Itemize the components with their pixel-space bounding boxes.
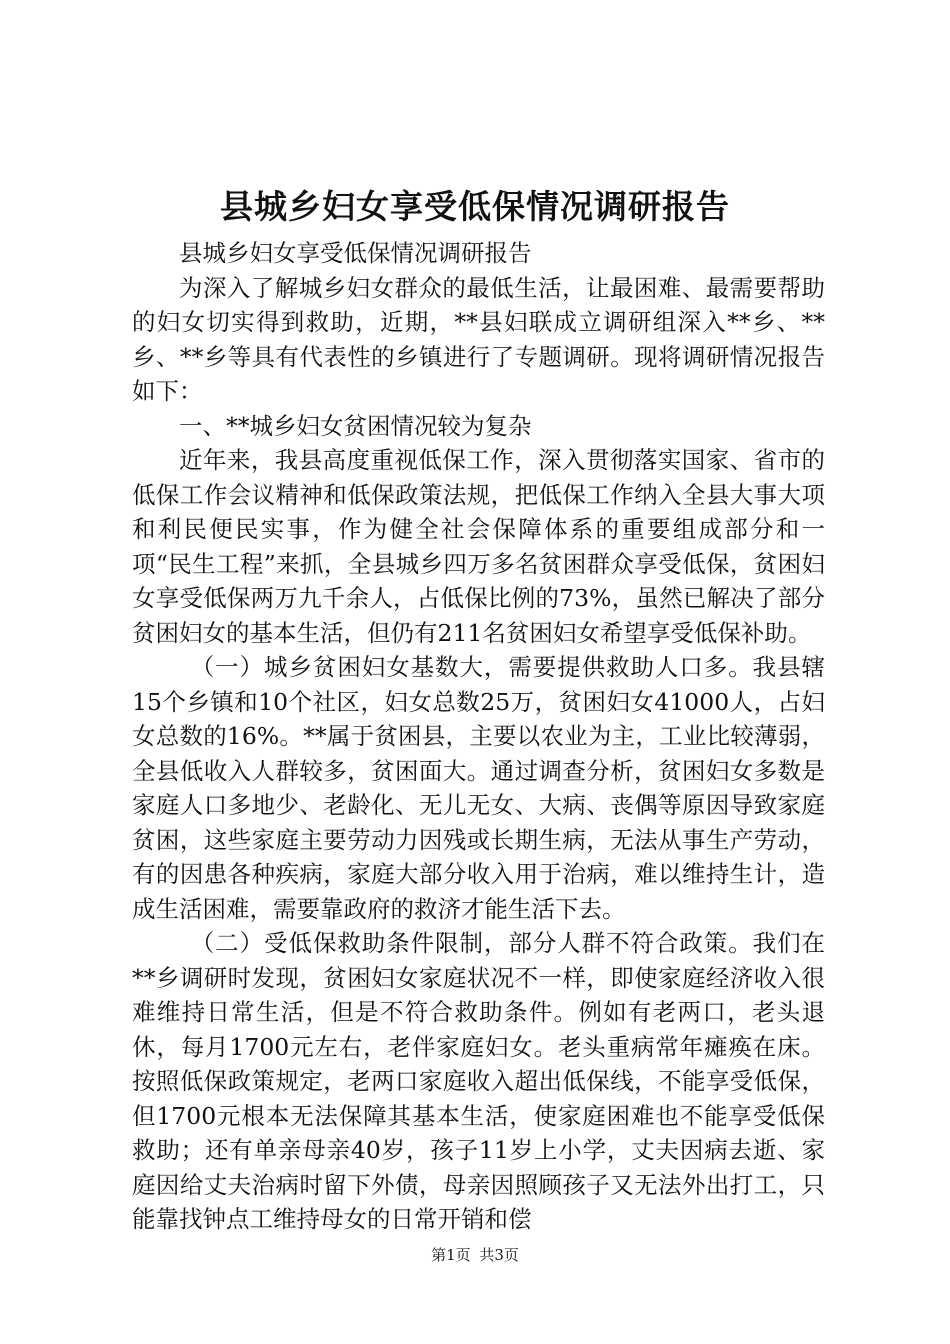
section-heading: 一、**城乡妇女贫困情况较为复杂 [179, 411, 532, 440]
paragraph-subsection-1: （一）城乡贫困妇女基数大，需要提供救助人口多。我县辖15个乡镇和10个社区，妇女总数25万，贫困妇女41000人，占妇女总数的16%。**属于贫困县，主要以农业为主，工业比较薄弱，全县低收入人群较多，贫困面大。通过调查分析，贫困妇女多数是家庭人口多地少、老龄化、无儿无女、大病、丧偶等原因导致家庭贫困，这些家庭主要劳动力因残或长期生病，无法从事生产劳动，有的因患各种疾病，家庭大部分收入用于治病，难以维持生计，造成生活困难，需要靠政府的救济才能生活下去。 [132, 653, 825, 923]
page-number-total: 共3页 [479, 1246, 519, 1264]
paragraph-overview: 近年来，我县高度重视低保工作，深入贯彻落实国家、省市的低保工作会议精神和低保政策法规，把低保工作纳入全县大事大项和利民便民实事，作为健全社会保障体系的重要组成部分和一项“民生工程”来抓，全县城乡四万多名贫困群众享受低保，贫困妇女享受低保两万九千余人，占低保比例的73%，虽然已解决了部分贫困妇女的基本生活，但仍有211名贫困妇女希望享受低保补助。 [132, 446, 825, 647]
paragraph-subsection-2: （二）受低保救助条件限制，部分人群不符合政策。我们在**乡调研时发现，贫困妇女家庭状况不一样，即使家庭经济收入很难维持日常生活，但是不符合救助条件。例如有老两口，老头退休，每月1700元左右，老伴家庭妇女。老头重病常年瘫痪在床。按照低保政策规定，老两口家庭收入超出低保线，不能享受低保，但1700元根本无法保障其基本生活，使家庭困难也不能享受低保救助；还有单亲母亲40岁，孩子11岁上小学，丈夫因病去逝、家庭因给丈夫治病时留下外债，母亲因照顾孩子又无法外出打工，只能靠找钟点工维持母女的日常开销和偿 [132, 929, 825, 1233]
paragraph-intro: 为深入了解城乡妇女群众的最低生活，让最困难、最需要帮助的妇女切实得到救助，近期，**县妇联成立调研组深入**乡、**乡、**乡等具有代表性的乡镇进行了专题调研。现将调研情况报告如下： [132, 273, 825, 405]
document-title: 县城乡妇女享受低保情况调研报告 [220, 187, 730, 226]
page-number-current: 第1页 [431, 1246, 471, 1264]
paragraph-subtitle: 县城乡妇女享受低保情况调研报告 [179, 239, 532, 267]
page-footer [0, 1244, 950, 1266]
document-body [132, 236, 825, 1237]
